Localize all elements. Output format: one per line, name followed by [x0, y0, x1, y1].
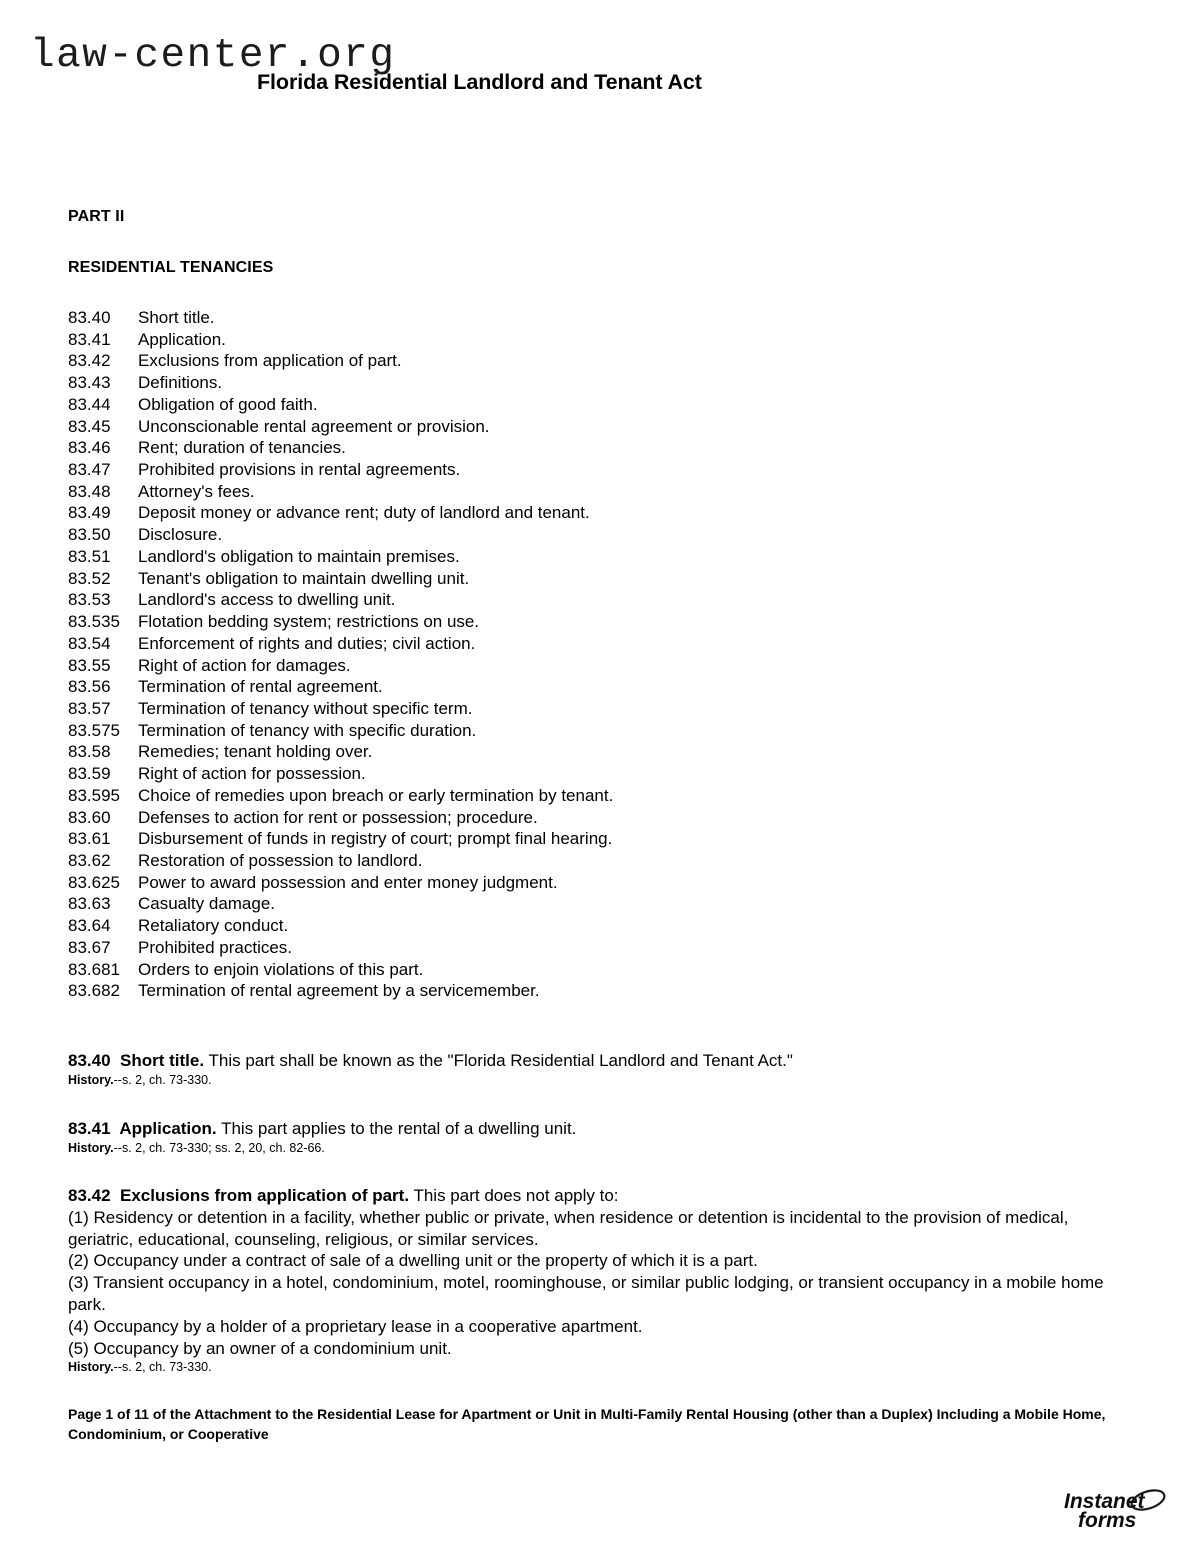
index-row-number: 83.58 [68, 742, 111, 762]
index-row-title: Right of action for damages. [138, 655, 351, 675]
index-row-title: Retaliatory conduct. [138, 916, 289, 936]
site-watermark: law-center.org [30, 33, 396, 79]
index-row-number: 83.595 [68, 785, 120, 805]
index-row [68, 980, 1148, 1002]
index-row-title: Short title. [138, 308, 215, 327]
index-row [68, 807, 1148, 829]
index-row-title: Disbursement of funds in registry of court; prompt final hearing. [138, 829, 613, 849]
index-row [68, 524, 1148, 546]
index-row-title: Prohibited provisions in rental agreements. [138, 460, 461, 480]
part-label: PART II [68, 208, 125, 225]
index-row-title: Flotation bedding system; restrictions on use. [138, 612, 480, 632]
section-paragraph [68, 1050, 1113, 1072]
index-row-title: Attorney's fees. [138, 481, 255, 501]
index-row-title: Prohibited practices. [138, 937, 293, 957]
index-row [68, 394, 1148, 416]
logo-line-2: forms [1078, 1509, 1137, 1532]
index-row [68, 611, 1148, 633]
index-row-number: 83.67 [68, 937, 111, 957]
section-body: This part shall be known as the "Florida Residential Landlord and Tenant Act." [208, 1051, 793, 1070]
index-row-number: 83.52 [68, 568, 111, 588]
section-history [68, 1072, 1113, 1089]
index-row-number: 83.48 [68, 481, 111, 501]
index-row-title: Landlord's access to dwelling unit. [138, 590, 396, 610]
index-row [68, 546, 1148, 568]
index-row-title: Restoration of possession to landlord. [138, 850, 423, 870]
index-row-number: 83.44 [68, 394, 111, 414]
index-row [68, 959, 1148, 981]
index-row [68, 893, 1148, 915]
index-row [68, 416, 1148, 438]
section-number: 83.42 [68, 1186, 111, 1205]
index-row-number: 83.681 [68, 959, 120, 979]
index-row-title: Exclusions from application of part. [138, 351, 402, 371]
index-row-title: Obligation of good faith. [138, 394, 318, 414]
statute-section-83-42 [68, 1185, 1113, 1376]
section-number: 83.40 [68, 1051, 111, 1070]
history-text: --s. 2, ch. 73-330. [113, 1072, 212, 1087]
history-label: History. [68, 1140, 114, 1155]
history-label: History. [68, 1072, 114, 1087]
section-body: This part does not apply to: [413, 1186, 619, 1205]
index-row [68, 568, 1148, 590]
exclusion-item-list [68, 1207, 1113, 1360]
index-row-title: Unconscionable rental agreement or provision. [138, 416, 490, 436]
instanet-forms-logo [1062, 1486, 1180, 1532]
section-heading: Application. [119, 1119, 217, 1138]
index-row [68, 633, 1148, 655]
index-row [68, 915, 1148, 937]
index-row-title: Landlord's obligation to maintain premises. [138, 546, 460, 566]
exclusion-item: (5) Occupancy by an owner of a condominium unit. [68, 1338, 452, 1358]
index-row-number: 83.55 [68, 655, 111, 675]
index-row-number: 83.625 [68, 872, 120, 892]
index-row [68, 372, 1148, 394]
index-row-title: Tenant's obligation to maintain dwelling unit. [138, 568, 470, 588]
index-row-number: 83.575 [68, 720, 120, 740]
exclusion-item: (1) Residency or detention in a facility, whether public or private, when residence or detention is incidental to the provision of medical, geriatric, educational, counseling, religious, or similar services. [68, 1207, 1069, 1249]
history-text: --s. 2, ch. 73-330. [113, 1360, 212, 1375]
index-row-title: Definitions. [138, 373, 223, 393]
index-row [68, 655, 1148, 677]
index-row-number: 83.54 [68, 633, 111, 653]
index-row-number: 83.50 [68, 525, 111, 545]
section-history [68, 1140, 1113, 1157]
index-row-title: Power to award possession and enter money judgment. [138, 872, 558, 892]
index-row-title: Defenses to action for rent or possession; procedure. [138, 807, 538, 827]
index-row-number: 83.45 [68, 416, 111, 436]
index-row-title: Enforcement of rights and duties; civil action. [138, 633, 476, 653]
index-row-title: Termination of tenancy without specific term. [138, 698, 473, 718]
index-row-number: 83.53 [68, 590, 111, 610]
index-row-number: 83.682 [68, 981, 120, 1001]
index-row [68, 437, 1148, 459]
statute-section-83-41 [68, 1118, 1113, 1157]
index-row [68, 502, 1148, 524]
index-row [68, 937, 1148, 959]
index-row-title: Application. [138, 329, 226, 349]
index-row-title: Rent; duration of tenancies. [138, 438, 346, 458]
section-heading: Short title. [120, 1051, 205, 1070]
index-row-title: Termination of rental agreement by a servicemember. [138, 981, 540, 1001]
index-row [68, 481, 1148, 503]
index-row [68, 872, 1148, 894]
index-row [68, 850, 1148, 872]
section-number: 83.41 [68, 1119, 111, 1138]
index-row-number: 83.59 [68, 764, 111, 784]
index-row-number: 83.46 [68, 438, 111, 458]
index-row-number: 83.56 [68, 677, 111, 697]
index-row [68, 698, 1148, 720]
index-row-number: 83.41 [68, 329, 111, 349]
section-heading: Exclusions from application of part. [120, 1186, 410, 1205]
index-row-title: Remedies; tenant holding over. [138, 742, 373, 762]
index-row-title: Deposit money or advance rent; duty of landlord and tenant. [138, 503, 590, 523]
index-row [68, 763, 1148, 785]
part-subject-heading: RESIDENTIAL TENANCIES [68, 259, 274, 276]
index-row-number: 83.61 [68, 829, 111, 849]
index-row [68, 350, 1148, 372]
logo-line-1: Instanet [1064, 1490, 1145, 1513]
index-row [68, 720, 1148, 742]
index-row-number: 83.63 [68, 894, 111, 914]
index-row-number: 83.42 [68, 351, 111, 371]
index-row-number: 83.57 [68, 698, 111, 718]
index-row-title: Disclosure. [138, 525, 223, 545]
section-body: This part applies to the rental of a dwelling unit. [221, 1119, 577, 1138]
index-row [68, 589, 1148, 611]
index-row-title: Choice of remedies upon breach or early termination by tenant. [138, 785, 614, 805]
index-row-title: Right of action for possession. [138, 764, 366, 784]
index-row-title: Termination of rental agreement. [138, 677, 383, 697]
index-row-number: 83.47 [68, 460, 111, 480]
section-paragraph [68, 1185, 1113, 1207]
statute-index-list [68, 307, 1148, 1002]
index-row-number: 83.40 [68, 308, 111, 327]
exclusion-item: (3) Transient occupancy in a hotel, condominium, motel, roominghouse, or similar public lodging, or transient occupancy in a mobile home park. [68, 1273, 1104, 1314]
exclusion-item: (4) Occupancy by a holder of a proprietary lease in a cooperative apartment. [68, 1316, 643, 1336]
index-row [68, 307, 1148, 329]
section-history [68, 1359, 1113, 1376]
index-row-title: Termination of tenancy with specific duration. [138, 720, 477, 740]
index-row [68, 459, 1148, 481]
history-label: History. [68, 1360, 114, 1375]
section-paragraph [68, 1118, 1113, 1140]
index-row-number: 83.43 [68, 373, 111, 393]
index-row [68, 329, 1148, 351]
index-row [68, 785, 1148, 807]
index-row-number: 83.60 [68, 807, 111, 827]
footer-page-note: Page 1 of 11 of the Attachment to the Residential Lease for Apartment or Unit in Multi-Family Rental Housing (other than a Duplex) Including a Mobile Home, Condominium, or Cooperative [68, 1406, 1106, 1442]
statute-section-83-40 [68, 1050, 1113, 1089]
logo-graphic [1062, 1486, 1180, 1532]
page-title: Florida Residential Landlord and Tenant Act [257, 70, 702, 94]
index-row [68, 828, 1148, 850]
index-row [68, 676, 1148, 698]
index-row-number: 83.51 [68, 546, 111, 566]
history-text: --s. 2, ch. 73-330; ss. 2, 20, ch. 82-66. [113, 1140, 325, 1155]
exclusion-item: (2) Occupancy under a contract of sale of a dwelling unit or the property of which it is a part. [68, 1251, 758, 1271]
index-row-number: 83.49 [68, 503, 111, 523]
index-row [68, 741, 1148, 763]
index-row-title: Casualty damage. [138, 894, 276, 914]
index-row-number: 83.64 [68, 916, 111, 936]
index-row-number: 83.62 [68, 850, 111, 870]
index-row-number: 83.535 [68, 612, 120, 632]
index-row-title: Orders to enjoin violations of this part. [138, 959, 424, 979]
